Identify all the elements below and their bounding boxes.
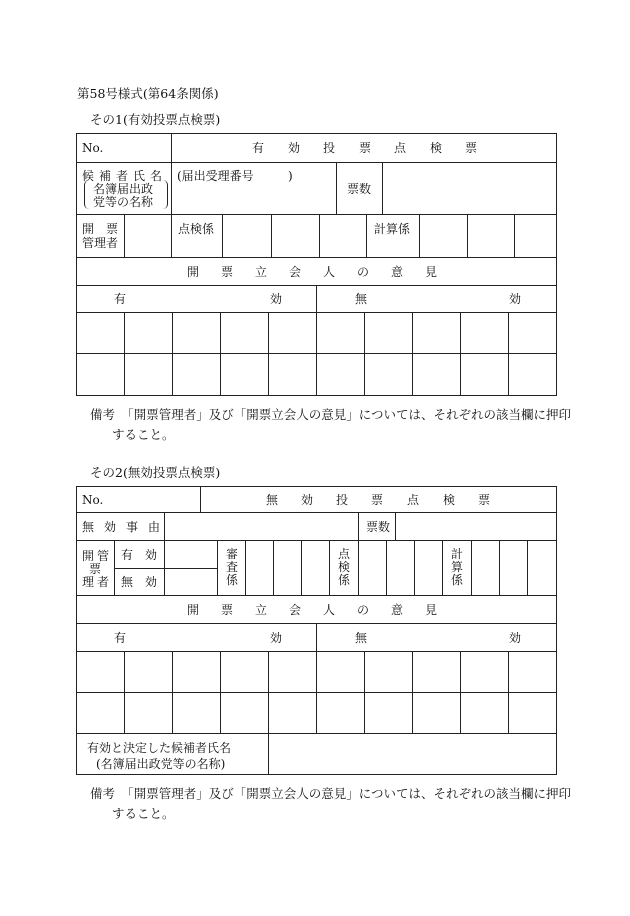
t1-reg-no-close: ) [288, 169, 293, 183]
note1-line1: 備考 「開票管理者」及び「開票立会人の意見」については、それぞれの該当欄に押印 [90, 407, 572, 422]
t2-decided-label: 有効と決定した候補者氏名 [87, 741, 232, 755]
t2-invalid-label: 無 効 [121, 575, 158, 589]
t2-manager-char: 票 [89, 562, 102, 576]
t2-manager-char: 開 [82, 549, 95, 563]
t2-witness-char: 開 [187, 603, 200, 617]
t1-witness-char: 見 [425, 265, 438, 279]
t1-valid-char: 有 [114, 292, 127, 306]
t2-title-char: 投 [336, 493, 349, 507]
t2-title-char: 点 [407, 493, 420, 507]
t1-witness-char: 会 [289, 265, 302, 279]
t2-valid-char: 効 [270, 631, 283, 645]
t2-inspect-char: 検 [337, 560, 350, 574]
t2-title-char: 検 [443, 493, 456, 507]
t2-witness-char: 会 [289, 603, 302, 617]
t2-manager-char: 者 [97, 575, 110, 589]
t2-manager-char: 理 [82, 575, 95, 589]
t2-witness-char: 意 [391, 603, 404, 617]
t1-title-char: 効 [288, 141, 301, 155]
t1-valid-char: 効 [270, 292, 283, 306]
t2-manager-char: 管 [97, 549, 110, 563]
t2-witness-char: 立 [255, 603, 268, 617]
t1-candidate-label: 候補者氏名 [82, 169, 168, 183]
note1-line2: すること。 [112, 427, 175, 442]
t2-title-char: 票 [478, 493, 491, 507]
t2-invalid-char: 無 [355, 631, 368, 645]
note2-line2: すること。 [112, 806, 175, 821]
t2-title-char: 票 [371, 493, 384, 507]
t1-manager-label: 開 票 [82, 222, 119, 236]
t2-reason-char: 効 [104, 520, 117, 534]
t2-title-char: 無 [266, 493, 279, 507]
t2-valid-label: 有 効 [121, 548, 158, 562]
t1-calc-label: 計算係 [374, 222, 411, 236]
t1-title-char: 点 [394, 141, 407, 155]
t2-votes-label: 票数 [366, 520, 391, 534]
t2-calc-char: 計 [450, 547, 463, 561]
t1-title-char: 検 [430, 141, 443, 155]
t2-no-label: No. [82, 493, 104, 507]
t2-invalid-char: 効 [509, 631, 522, 645]
t2-decided-sub: (名簿届出政党等の名称) [96, 757, 226, 771]
t2-inspect-char: 点 [337, 547, 350, 561]
t1-invalid-char: 効 [509, 292, 522, 306]
t2-reason-char: 無 [82, 520, 95, 534]
part2-heading: その2(無効投票点検票) [90, 465, 221, 480]
t1-title-char: 票 [359, 141, 372, 155]
form-number-title: 第58号様式(第64条関係) [77, 86, 219, 101]
t1-invalid-char: 無 [355, 292, 368, 306]
t2-review-char: 審 [225, 547, 238, 561]
t2-witness-char: 見 [425, 603, 438, 617]
t1-witness-char: 票 [221, 265, 234, 279]
t2-calc-char: 算 [450, 560, 463, 574]
part1-heading: その1(有効投票点検票) [90, 112, 221, 127]
t1-title-char: 有 [252, 141, 265, 155]
t2-calc-char: 係 [450, 573, 463, 587]
t2-title-char: 効 [301, 493, 314, 507]
t2-witness-char: 人 [323, 603, 336, 617]
t1-witness-char: の [357, 265, 370, 279]
note2-line1: 備考 「開票管理者」及び「開票立会人の意見」については、それぞれの該当欄に押印 [90, 786, 572, 801]
t2-valid-char: 有 [114, 631, 127, 645]
t1-manager-label: 管理者 [82, 236, 119, 250]
t1-title-char: 票 [465, 141, 478, 155]
t2-review-char: 係 [225, 573, 238, 587]
t2-inspect-char: 係 [337, 573, 350, 587]
t1-title-char: 投 [323, 141, 336, 155]
t1-candidate-sub: 名簿届出政 [93, 182, 154, 196]
t1-no-label: No. [82, 141, 104, 155]
t1-reg-no-label: (届出受理番号 [177, 169, 254, 183]
t2-reason-char: 由 [148, 520, 161, 534]
t2-witness-char: の [357, 603, 370, 617]
t1-witness-char: 立 [255, 265, 268, 279]
t1-inspector-label: 点検係 [178, 222, 215, 236]
t1-witness-char: 開 [187, 265, 200, 279]
t1-candidate-sub: 党等の名称 [93, 195, 154, 209]
t2-witness-char: 票 [221, 603, 234, 617]
t1-witness-char: 意 [391, 265, 404, 279]
t2-reason-char: 事 [126, 520, 139, 534]
t2-review-char: 査 [225, 560, 238, 574]
t1-witness-char: 人 [323, 265, 336, 279]
t1-votes-label: 票数 [347, 182, 372, 196]
